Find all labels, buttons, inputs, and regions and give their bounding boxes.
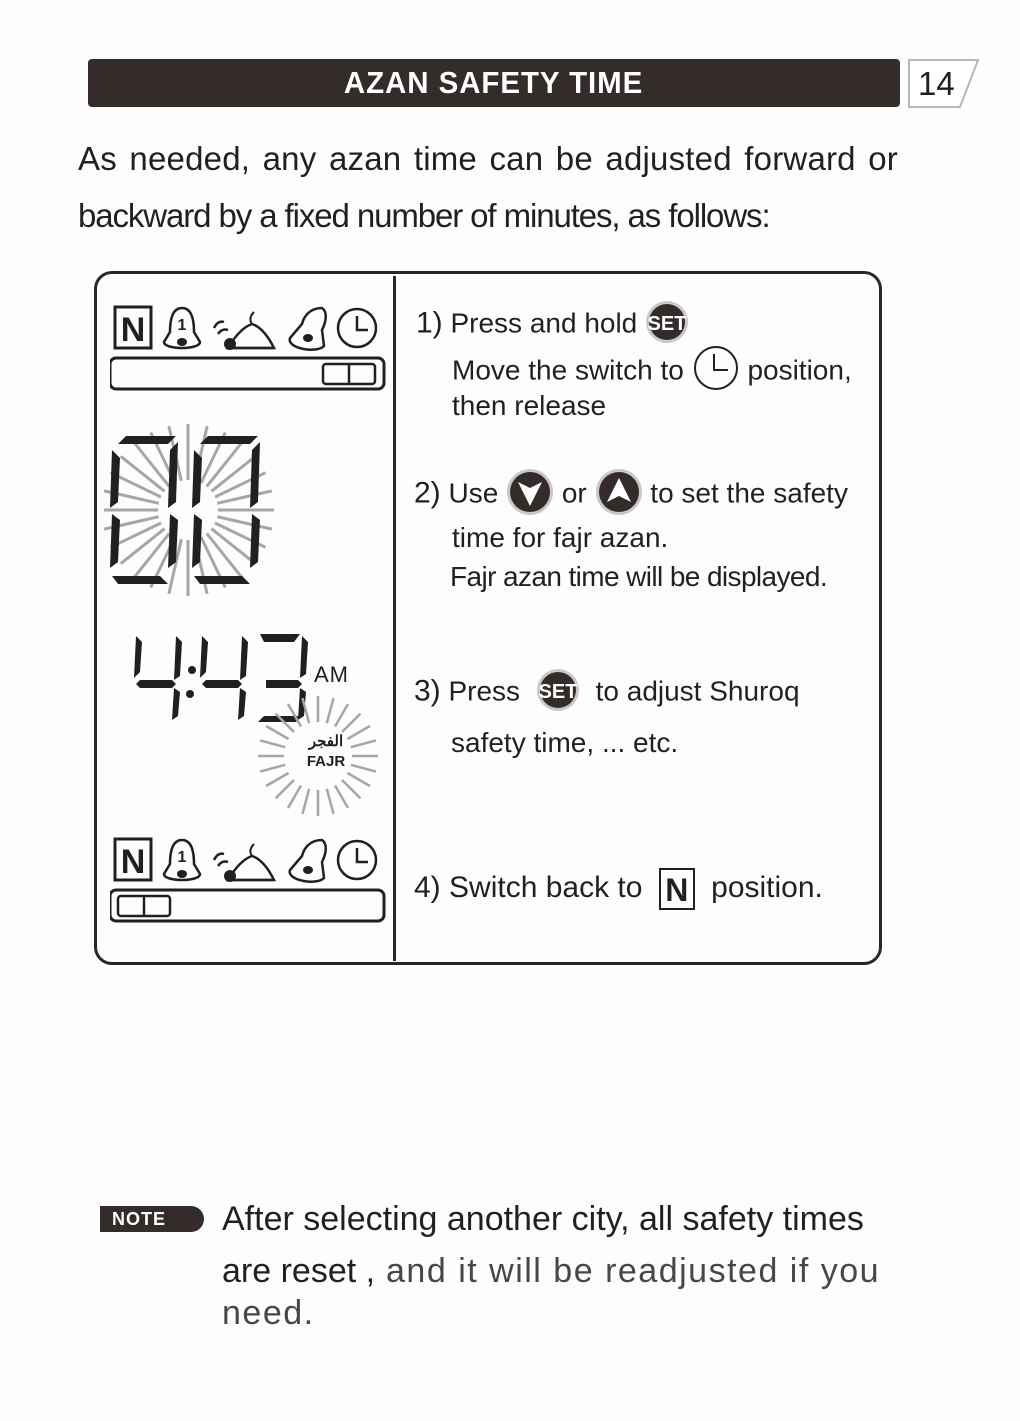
bell-icon <box>290 308 326 350</box>
top-mode-row <box>110 302 390 392</box>
note-badge: NOTE <box>100 1206 204 1232</box>
svg-text:1: 1 <box>177 317 187 334</box>
time-colon <box>188 666 196 674</box>
ray-line <box>335 704 348 727</box>
section-title: AZAN SAFETY TIME <box>344 65 644 100</box>
page-number: 14 <box>918 65 955 102</box>
svg-text:N: N <box>120 843 146 881</box>
n-position-badge: N <box>659 868 695 910</box>
step-3-line-2: safety time, ... etc. <box>451 727 679 758</box>
step-2: 2) Use or to set the safety <box>414 474 848 516</box>
bottom-mode-row <box>110 834 390 924</box>
page-number-tab <box>908 59 978 107</box>
mosque-icon <box>214 844 274 882</box>
ray-line <box>288 785 301 808</box>
n-mode-label: N <box>120 311 146 349</box>
prayer-arabic: الفجر <box>308 733 344 750</box>
ray-line <box>266 726 289 739</box>
intro-line-2: backward by a fixed number of minutes, as follows: <box>78 197 770 234</box>
down-button-icon <box>506 468 554 516</box>
set-button-icon <box>645 300 689 344</box>
svg-text:SET: SET <box>647 313 687 335</box>
bell-1-icon <box>164 840 200 880</box>
note-line-3: need. <box>222 1294 315 1332</box>
note-line-2: are reset , and it will be readjusted if you <box>222 1252 881 1290</box>
n-mode-icon <box>115 839 151 881</box>
ray-line <box>288 704 301 727</box>
step-2-line-3: Fajr azan time will be displayed. <box>450 561 828 592</box>
clock-icon <box>338 841 376 879</box>
prayer-label <box>296 732 356 772</box>
ray-line <box>260 740 285 747</box>
step-number: 1) <box>416 306 443 340</box>
note-line-1: After selecting another city, all safety times <box>222 1200 864 1238</box>
step-number: 4) <box>414 870 441 904</box>
digit-4-first <box>134 636 182 720</box>
blink-rays <box>104 424 274 596</box>
ray-line <box>302 789 309 814</box>
step-number: 2) <box>414 476 441 510</box>
svg-text:SET: SET <box>538 681 578 703</box>
note-text <box>222 1194 902 1334</box>
ray-line <box>260 765 285 772</box>
up-button-icon <box>595 468 643 516</box>
step-3: 3) Press SET to adjust Shuroq <box>414 674 800 712</box>
step-4: 4) Switch back to N position. <box>414 868 823 910</box>
ray-line <box>266 773 289 786</box>
step-text: Press and hold <box>450 307 638 339</box>
ray-line <box>347 773 370 786</box>
section-title-bar <box>88 59 900 107</box>
intro-line-1: As needed, any azan time can be adjusted forward or <box>78 140 898 177</box>
ray-line <box>342 714 360 732</box>
ray-line <box>276 714 294 732</box>
ray-line <box>342 780 360 798</box>
svg-text:1: 1 <box>177 849 187 866</box>
top-mode-switch <box>110 358 384 389</box>
lcd-illustration <box>96 274 393 960</box>
bell-icon <box>290 840 326 882</box>
ray-line <box>302 698 309 723</box>
clock-position-icon <box>692 344 740 392</box>
ray-line <box>327 698 334 723</box>
step-number: 3) <box>414 674 441 708</box>
prayer-name: FAJR <box>306 753 346 770</box>
step-1-line-2: Move the switch to position, <box>452 352 852 392</box>
panel-divider <box>393 276 396 961</box>
set-button-icon <box>536 668 580 712</box>
mosque-icon <box>214 312 274 350</box>
step-2-line-2: time for fajr azan. <box>452 522 669 553</box>
intro-paragraph <box>78 130 898 244</box>
clock-icon <box>338 309 376 347</box>
ray-line <box>276 780 294 798</box>
digit-4-second <box>200 636 248 720</box>
n-mode-icon <box>115 307 151 349</box>
step-1-line-3: then release <box>452 390 607 421</box>
bell-1-icon <box>164 308 200 348</box>
step-1 <box>416 306 689 344</box>
bottom-mode-switch <box>110 890 384 921</box>
am-pm-indicator: AM <box>314 662 349 687</box>
ray-line <box>327 789 334 814</box>
ray-line <box>335 785 348 808</box>
safety-minutes-display <box>104 422 279 598</box>
